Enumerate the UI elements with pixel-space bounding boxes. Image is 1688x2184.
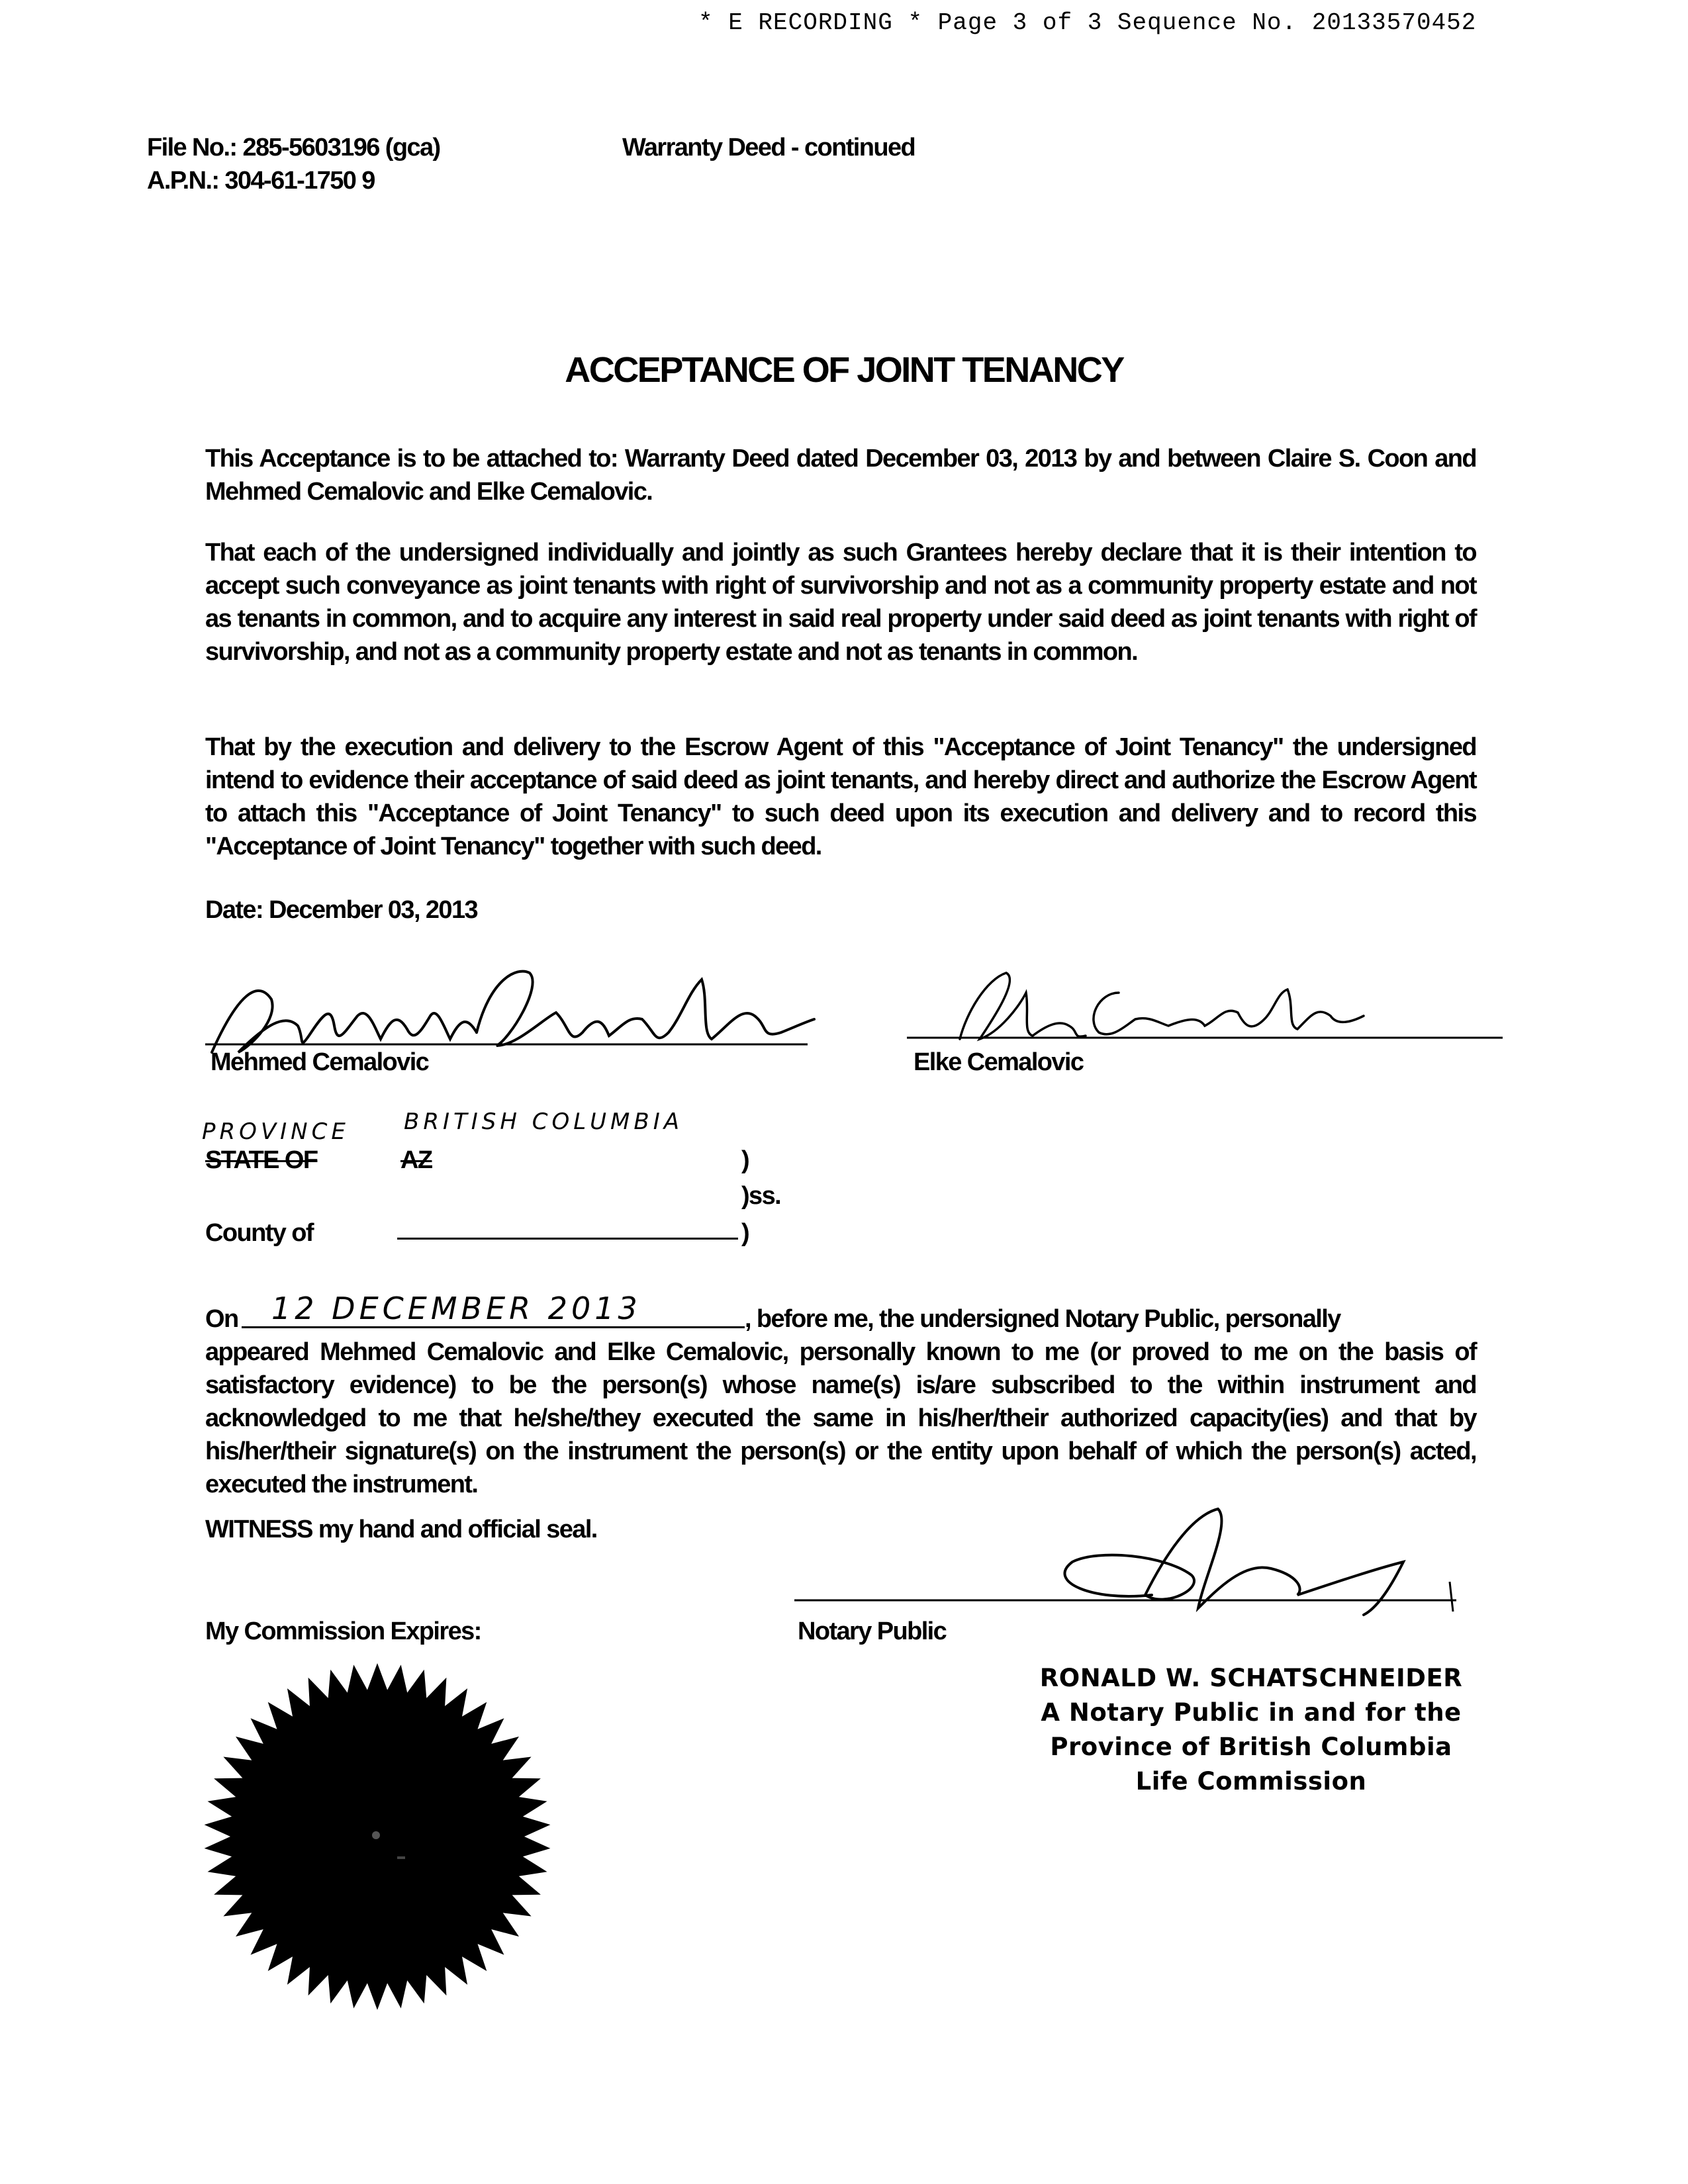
- notary-public-label: Notary Public: [798, 1617, 947, 1645]
- venue-paren-2: ): [741, 1219, 749, 1247]
- file-number: File No.: 285-5603196 (gca): [147, 134, 440, 161]
- notary-stamp-line-3: Province of British Columbia: [1050, 1733, 1452, 1761]
- ack-on-label: On: [205, 1305, 238, 1333]
- province-handwritten: PROVINCE: [202, 1118, 350, 1145]
- notary-stamp: [993, 1661, 1509, 1799]
- acceptance-paragraph-1: This Acceptance is to be attached to: Warranty Deed dated December 03, 2013 by and between Claire S. Coon and Mehmed Cemalovic and Elke Cemalovic.: [205, 445, 1476, 506]
- apn-number: A.P.N.: 304-61-1750 9: [147, 167, 375, 195]
- notary-signature: [794, 1496, 1496, 1628]
- recording-header: * E RECORDING * Page 3 of 3 Sequence No. 20133570452: [698, 9, 1477, 36]
- county-line: [397, 1238, 738, 1240]
- ack-date-line: [242, 1326, 745, 1328]
- acceptance-paragraph-2: That each of the undersigned individually and jointly as such Grantees hereby declare that it is their intention to accept such conveyance as joint tenants with right of survivorship and not as a community property estate and not as tenants in common, and to acquire any interest in said real property under said deed as joint tenants with right of survivorship, and not as a community property estate and not as tenants in common.: [205, 539, 1476, 666]
- county-label: County of: [205, 1219, 313, 1247]
- notary-name: RONALD W. SCHATSCHNEIDER: [1039, 1664, 1463, 1692]
- state-of-label: STATE OF: [205, 1146, 318, 1174]
- date-line: Date: December 03, 2013: [205, 896, 478, 924]
- state-value: AZ: [400, 1146, 432, 1174]
- notary-stamp-line-4: Life Commission: [1135, 1767, 1367, 1796]
- notary-seal: [199, 1658, 556, 2015]
- british-columbia-handwritten: BRITISH COLUMBIA: [404, 1109, 684, 1135]
- deed-continued-label: Warranty Deed - continued: [622, 134, 915, 161]
- signer-1-name: Mehmed Cemalovic: [211, 1048, 429, 1076]
- commission-expires-label: My Commission Expires:: [205, 1617, 481, 1645]
- ack-text: appeared Mehmed Cemalovic and Elke Cemalovic, personally known to me (or proved to me on the basis of satisfactory evidence) to be the person(s) whose name(s) is/are subscribed to the within instrument and acknowledged to me that he/she/they executed the same in his/her/their authorized capacity(ies) and that by his/her/their signature(s) on the instrument the person(s) or the entity upon behalf of which the person(s) acted, executed the instrument.: [205, 1338, 1476, 1498]
- acceptance-paragraph-3: That by the execution and delivery to the Escrow Agent of this "Acceptance of Joint Tenancy" the undersigned intend to evidence their acceptance of said deed as joint tenants, and hereby direct and authorize the Escrow Agent to attach this "Acceptance of Joint Tenancy" to such deed upon its execution and delivery and to record this "Acceptance of Joint Tenancy" together with such deed.: [205, 733, 1476, 860]
- ss-label: )ss.: [741, 1182, 781, 1210]
- ack-text-first-line: , before me, the undersigned Notary Public, personally: [745, 1305, 1340, 1333]
- signer-2-name: Elke Cemalovic: [914, 1048, 1084, 1076]
- document-title: ACCEPTANCE OF JOINT TENANCY: [565, 350, 1123, 390]
- ack-date-handwritten: 12 DECEMBER 2013: [271, 1291, 641, 1326]
- notary-stamp-line-2: A Notary Public in and for the: [1041, 1698, 1462, 1727]
- venue-paren-1: ): [741, 1146, 749, 1174]
- witness-line: WITNESS my hand and official seal.: [205, 1516, 597, 1543]
